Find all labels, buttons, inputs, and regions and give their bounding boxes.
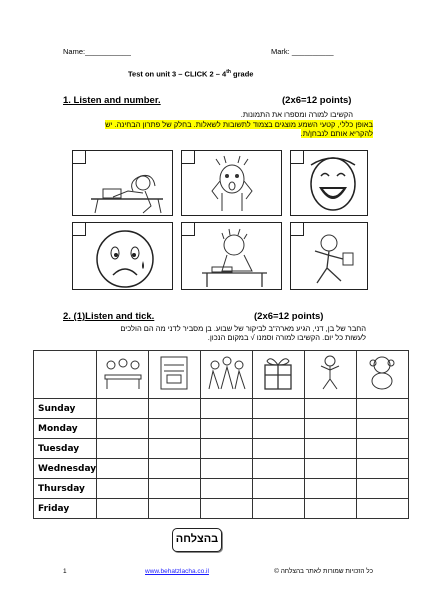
corner-cell: [34, 351, 97, 399]
picture-box-5: [181, 222, 282, 290]
scared-man-icon: [182, 151, 283, 217]
section2-instruction-line1: החבר של בן, דני, הגיע מארה"ב לביקור של שבוע. בן מסביר לדני מה הם הולכים: [120, 324, 366, 333]
section1-note: [53, 120, 373, 138]
answer-number-box[interactable]: [73, 223, 86, 236]
column-icon-cell: [357, 351, 409, 399]
answer-number-box[interactable]: [182, 223, 195, 236]
party-crowd-icon: [201, 351, 252, 393]
tick-cell[interactable]: [201, 459, 253, 479]
test-title-end: grade: [230, 69, 254, 79]
section1-points: (2x6=12 points): [282, 95, 352, 106]
column-icon-cell: [97, 351, 149, 399]
tick-cell[interactable]: [97, 439, 149, 459]
sad-face-icon: [73, 223, 174, 291]
section1-heading: [63, 95, 161, 106]
tick-cell[interactable]: [253, 479, 305, 499]
tick-cell[interactable]: [357, 439, 409, 459]
tick-table: [33, 350, 409, 519]
page-number: 1: [63, 568, 67, 575]
picture-box-4: [72, 222, 173, 290]
tick-cell[interactable]: [253, 439, 305, 459]
column-icon-cell: [201, 351, 253, 399]
tick-cell[interactable]: [253, 399, 305, 419]
section1-instruction: הקשיבו למורה ומספרו את התמונות.: [240, 110, 353, 119]
tick-cell[interactable]: [253, 459, 305, 479]
tick-cell[interactable]: [201, 479, 253, 499]
section2-points: (2x6=12 points): [254, 311, 324, 322]
day-label: Friday: [34, 499, 97, 519]
tick-cell[interactable]: [305, 459, 357, 479]
name-field-label: Name:___________: [63, 47, 131, 56]
family-dinner-icon: [97, 351, 148, 393]
mark-field-label: Mark: __________: [271, 47, 334, 56]
section2-heading-text: 2. (1)Listen and tick.: [63, 311, 155, 322]
tick-cell[interactable]: [149, 479, 201, 499]
tick-cell[interactable]: [201, 439, 253, 459]
behatzlacha-logo: בהצלחה: [172, 528, 222, 552]
tick-cell[interactable]: [305, 499, 357, 519]
table-row: [34, 459, 409, 479]
answer-number-box[interactable]: [182, 151, 195, 164]
tick-cell[interactable]: [149, 439, 201, 459]
table-row: [34, 419, 409, 439]
section2-instruction-line2: לעשות כל יום. הקשיבו למורה וסמנו √ במקום הנכון.: [207, 333, 366, 342]
day-label: Sunday: [34, 399, 97, 419]
tick-cell[interactable]: [149, 499, 201, 519]
column-icon-cell: [149, 351, 201, 399]
gift-box-icon: [253, 351, 304, 393]
birthday-card-icon: [149, 351, 200, 393]
picture-box-6: [290, 222, 368, 290]
picture-box-1: [72, 150, 173, 216]
tick-cell[interactable]: [201, 419, 253, 439]
table-row: [34, 499, 409, 519]
section1-note-line1: באופן כללי, קטעי השמע מוצגים בצמוד לתשובות לשאלות. בחלק של פתרון הבחינה. יש: [105, 120, 373, 129]
test-title-sup: th: [226, 69, 231, 75]
tick-cell[interactable]: [201, 499, 253, 519]
picture-box-3: [290, 150, 368, 216]
tick-cell[interactable]: [253, 419, 305, 439]
tick-cell[interactable]: [201, 399, 253, 419]
tick-cell[interactable]: [357, 419, 409, 439]
tick-cell[interactable]: [97, 459, 149, 479]
boy-jumping-icon: [305, 351, 356, 393]
tick-cell[interactable]: [149, 399, 201, 419]
test-title-main: Test on unit 3 – CLICK 2 – 4: [128, 69, 227, 79]
monkey-toy-icon: [357, 351, 408, 393]
answer-number-box[interactable]: [291, 151, 304, 164]
tick-cell[interactable]: [305, 479, 357, 499]
table-row: [34, 439, 409, 459]
table-row: [34, 399, 409, 419]
section2-instruction: [46, 324, 366, 342]
tick-cell[interactable]: [149, 459, 201, 479]
day-label: Tuesday: [34, 439, 97, 459]
tick-cell[interactable]: [357, 499, 409, 519]
tick-cell[interactable]: [357, 459, 409, 479]
day-label: Monday: [34, 419, 97, 439]
tick-cell[interactable]: [149, 419, 201, 439]
tick-cell[interactable]: [97, 479, 149, 499]
column-icon-cell: [253, 351, 305, 399]
tick-cell[interactable]: [97, 399, 149, 419]
tick-cell[interactable]: [253, 499, 305, 519]
tick-cell[interactable]: [305, 439, 357, 459]
day-label: Thursday: [34, 479, 97, 499]
tick-cell[interactable]: [305, 419, 357, 439]
tick-cell[interactable]: [97, 419, 149, 439]
tick-cell[interactable]: [97, 499, 149, 519]
day-label: Wednesday: [34, 459, 97, 479]
tick-cell[interactable]: [357, 399, 409, 419]
table-row: [34, 479, 409, 499]
answer-number-box[interactable]: [291, 223, 304, 236]
section2-heading: [63, 311, 154, 322]
test-title: [128, 69, 253, 79]
website-link[interactable]: www.behatzlacha.co.il: [145, 568, 209, 575]
copyright-text: כל הזכויות שמורות לאתר בהצלחה ©: [274, 568, 373, 575]
section1-heading-text: 1. Listen and number.: [63, 95, 161, 106]
tired-boy-homework-icon: [182, 223, 283, 291]
answer-number-box[interactable]: [73, 151, 86, 164]
girl-at-desk-icon: [73, 151, 174, 217]
tick-table-header-row: [34, 351, 409, 399]
picture-box-2: [181, 150, 282, 216]
section1-note-line2: להקריא אותם לנבחן/ת.: [300, 129, 373, 138]
column-icon-cell: [305, 351, 357, 399]
tick-cell[interactable]: [305, 399, 357, 419]
tick-cell[interactable]: [357, 479, 409, 499]
